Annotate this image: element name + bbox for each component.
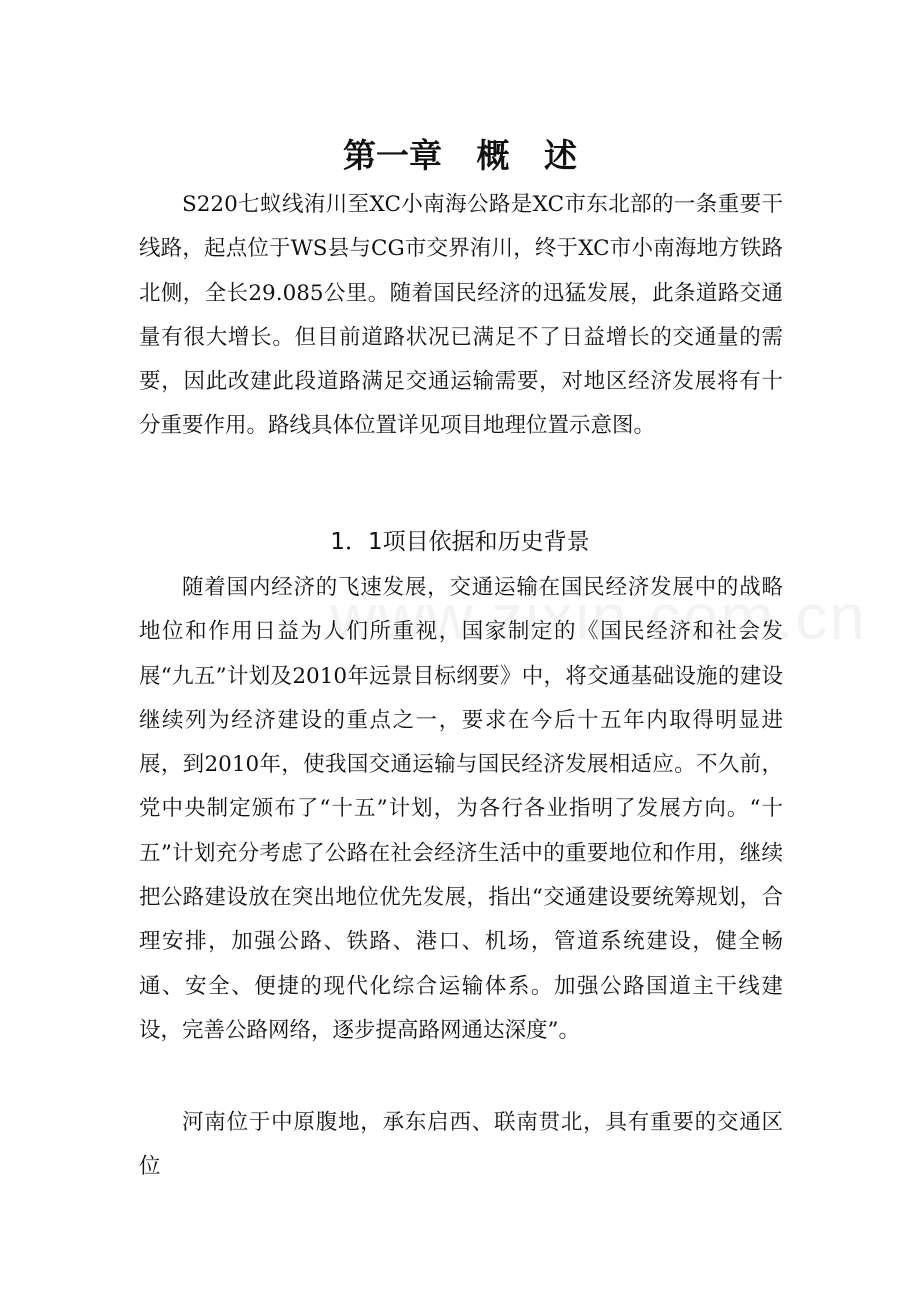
paragraph-background: 随着国内经济的飞速发展，交通运输在国民经济发展中的战略地位和作用日益为人们所重视，国家制定的《国民经济和社会发展“九五”计划及2010年远景目标纲要》中，将交通基础设施的建设继续列为经济建设的重点之一，要求在今后十五年内取得明显进展，到2010年，使我国交通运输与国民经济发展相适应。不久前，党中央制定颁布了“十五”计划，为各行各业指明了发展方向。“十五”计划充分考虑了公路在社会经济生活中的重要地位和作用，继续把公路建设放在突出地位优先发展，指出“交通建设要统筹规划，合理安排，加强公路、铁路、港口、机场，管道系统建设，健全畅通、安全、便捷的现代化综合运输体系。加强公路国道主干线建设，完善公路网络，逐步提高路网通达深度”。: [139, 575, 783, 1043]
chapter-title: 第一章 概 述: [343, 136, 577, 175]
paragraph-henan: 河南位于中原腹地，承东启西、联南贯北，具有重要的交通区位: [139, 1110, 783, 1180]
section-title: 1．1项目依据和历史背景: [330, 529, 590, 555]
paragraph-overview: S220七蚁线洧川至XC小南海公路是XC市东北部的一条重要干线路，起点位于WS县与CG市交界洧川，终于XC市小南海地方铁路北侧，全长29.085公里。随着国民经济的迅猛发展，此条道路交通量有很大增长。但目前道路状况已满足不了日益增长的交通量的需要，因此改建此段道路满足交通运输需要，对地区经济发展将有十分重要作用。路线具体位置详见项目地理位置示意图。: [139, 192, 783, 439]
